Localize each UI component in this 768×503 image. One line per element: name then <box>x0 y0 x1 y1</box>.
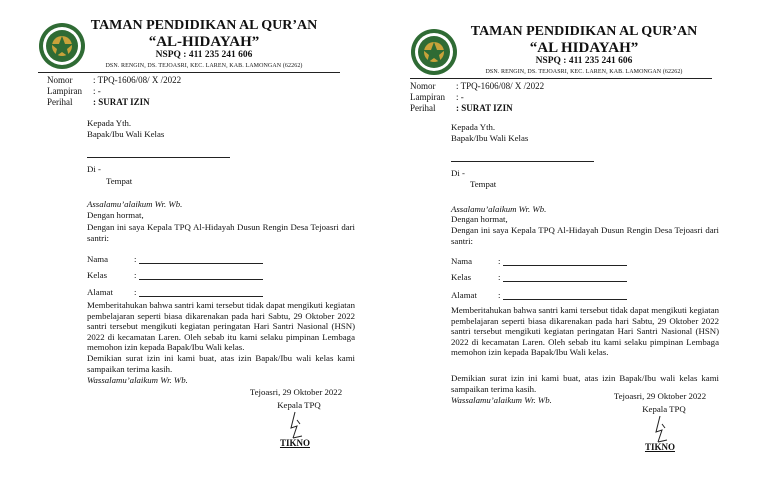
recipient-line2: Bapak/Ibu Wali Kelas <box>451 133 529 143</box>
meta-perihal: Perihal : SURAT IZIN <box>410 103 513 113</box>
signature-icon <box>650 414 672 444</box>
sign-place-date: Tejoasri, 29 Oktober 2022 <box>249 387 343 397</box>
recipient-di: Di - <box>451 168 465 178</box>
nspq: NSPQ : 411 235 241 606 <box>155 50 253 60</box>
sign-role: Kepala TPQ <box>642 404 686 414</box>
recipient-line2: Bapak/Ibu Wali Kelas <box>87 129 165 139</box>
field-kelas: Kelas : <box>87 270 263 280</box>
paragraph-1: Memberitahukan bahwa santri kami tersebut tidak dapat mengikuti kegiatan pembelajaran seperti biasa dikarenakan pada hari Sabtu, 29 Oktober 2022 santri tersebut mengikuti kegiatan peringatan Hari Santri Nasional (HSN) 2022 di kecamatan Laren. Oleh sebab itu kami selaku pimpinan Lembaga memohon izin kepada Bapak/Ibu Wali kelas. <box>451 305 719 358</box>
meta-lampiran: Lampiran : - <box>410 92 464 102</box>
opening: Dengan hormat, <box>87 210 144 220</box>
address: DSN. RENGIN, DS. TEJOASRI, KEC. LAREN, KAB. LAMONGAN (62262) <box>105 63 303 69</box>
signer-name: TIKNO <box>279 438 310 448</box>
school-name: TAMAN PENDIDIKAN AL QUR’AN <box>470 24 698 39</box>
school-name: TAMAN PENDIDIKAN AL QUR’AN <box>90 18 318 33</box>
tpq-logo-icon <box>410 28 458 76</box>
closing: Wassalamu’alaikum Wr. Wb. <box>87 375 188 385</box>
meta-nomor: Nomor : TPQ-1606/08/ X /2022 <box>47 75 182 85</box>
address: DSN. RENGIN, DS. TEJOASRI, KEC. LAREN, KAB. LAMONGAN (62262) <box>485 69 683 75</box>
signature-icon <box>285 410 307 440</box>
paragraph-2: Demikian surat izin ini kami buat, atas izin Bapak/Ibu wali kelas kami sampaikan terima kasih. <box>451 373 719 394</box>
signer-name: TIKNO <box>644 442 675 452</box>
letter-left <box>0 0 370 503</box>
header-divider <box>38 72 340 73</box>
paragraph-1: Memberitahukan bahwa santri kami tersebut tidak dapat mengikuti kegiatan pembelajaran seperti biasa dikarenakan pada hari Sabtu, 29 Oktober 2022 santri tersebut mengikuti kegiatan peringatan Hari Santri Nasional (HSN) 2022 di kecamatan Laren. Oleh sebab itu kami selaku pimpinan Lembaga memohon izin kepada Bapak/Ibu Wali kelas. <box>87 300 355 353</box>
greeting: Assalamu’alaikum Wr. Wb. <box>87 199 183 209</box>
field-kelas: Kelas : <box>451 272 627 282</box>
field-nama: Nama : <box>451 256 627 266</box>
meta-perihal: Perihal : SURAT IZIN <box>47 97 150 107</box>
greeting: Assalamu’alaikum Wr. Wb. <box>451 204 547 214</box>
sign-role: Kepala TPQ <box>277 400 321 410</box>
recipient-blank-line <box>87 157 230 158</box>
closing: Wassalamu’alaikum Wr. Wb. <box>451 395 552 405</box>
intro: Dengan ini saya Kepala TPQ Al-Hidayah Dusun Rengin Desa Tejoasri dari santri: <box>451 225 719 246</box>
nspq: NSPQ : 411 235 241 606 <box>535 56 633 66</box>
recipient-tempat: Tempat <box>470 179 497 189</box>
opening: Dengan hormat, <box>451 214 508 224</box>
field-alamat: Alamat : <box>451 290 627 300</box>
header-divider <box>410 78 712 79</box>
recipient-di: Di - <box>87 164 101 174</box>
meta-lampiran: Lampiran : - <box>47 86 101 96</box>
school-subname: “AL HIDAYAH” <box>529 40 639 56</box>
recipient-line1: Kepada Yth. <box>451 122 496 132</box>
sign-place-date: Tejoasri, 29 Oktober 2022 <box>613 391 707 401</box>
field-nama: Nama : <box>87 254 263 264</box>
field-alamat: Alamat : <box>87 287 263 297</box>
letter-right <box>380 0 750 503</box>
school-subname: “AL-HIDAYAH” <box>148 34 260 50</box>
meta-nomor: Nomor : TPQ-1606/08/ X /2022 <box>410 81 545 91</box>
recipient-blank-line <box>451 161 594 162</box>
paragraph-2: Demikian surat izin ini kami buat, atas izin Bapak/Ibu wali kelas kami sampaikan terima kasih. <box>87 353 355 374</box>
recipient-tempat: Tempat <box>106 176 133 186</box>
recipient-line1: Kepada Yth. <box>87 118 132 128</box>
intro: Dengan ini saya Kepala TPQ Al-Hidayah Dusun Rengin Desa Tejoasri dari santri: <box>87 222 355 243</box>
